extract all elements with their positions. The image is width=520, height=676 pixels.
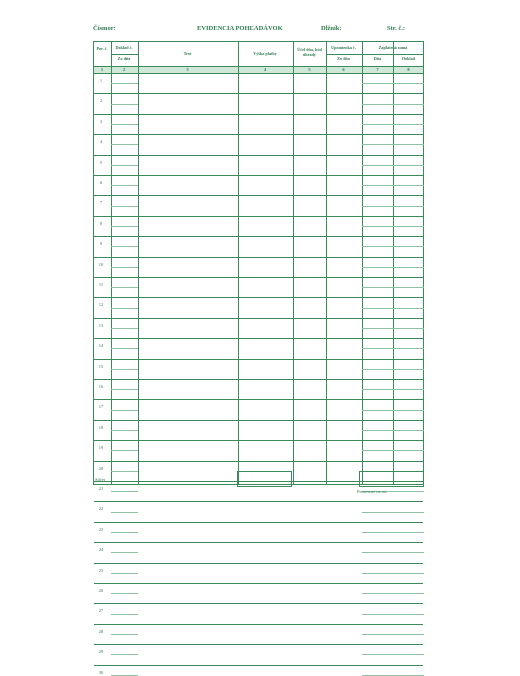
row-number: 22 bbox=[98, 506, 104, 512]
row-split-rule bbox=[393, 614, 424, 615]
row-split-rule bbox=[362, 287, 393, 288]
row-number: 15 bbox=[98, 363, 104, 369]
row-split-rule bbox=[393, 206, 424, 207]
row-rule bbox=[94, 114, 423, 115]
row-split-rule bbox=[362, 573, 393, 574]
row-number: 23 bbox=[98, 526, 104, 532]
row-split-rule bbox=[362, 389, 393, 390]
row-split-rule bbox=[362, 185, 393, 186]
row-split-rule bbox=[393, 512, 424, 513]
row-split-rule bbox=[393, 287, 424, 288]
evidence-sheet bbox=[91, 25, 427, 675]
row-split-rule bbox=[393, 226, 424, 227]
header-debtor: Dlžník: bbox=[321, 25, 342, 32]
row-number: 2 bbox=[99, 98, 103, 104]
row-split-rule bbox=[393, 83, 424, 84]
row-split-rule bbox=[111, 512, 138, 513]
row-split-rule bbox=[393, 165, 424, 166]
row-number: 27 bbox=[98, 608, 104, 614]
row-split-rule bbox=[111, 206, 138, 207]
row-split-rule bbox=[111, 430, 138, 431]
header-page-number: Str. č.: bbox=[387, 25, 405, 32]
col-header-doklad-sub: Zo dňa bbox=[117, 56, 131, 61]
header-rule bbox=[94, 73, 423, 74]
row-split-rule bbox=[393, 450, 424, 451]
row-split-rule bbox=[111, 328, 138, 329]
row-split-rule bbox=[111, 369, 138, 370]
row-rule bbox=[94, 379, 423, 380]
row-number: 1 bbox=[99, 78, 103, 83]
row-split-rule bbox=[111, 410, 138, 411]
col-header-zaplatena-dna: Dňa bbox=[373, 56, 382, 61]
row-rule bbox=[94, 603, 423, 604]
row-split-rule bbox=[362, 308, 393, 309]
row-rule bbox=[94, 583, 423, 584]
row-split-rule bbox=[362, 430, 393, 431]
row-split-rule bbox=[362, 593, 393, 594]
row-number: 17 bbox=[98, 404, 104, 410]
row-split-rule bbox=[393, 532, 424, 533]
row-split-rule bbox=[393, 410, 424, 411]
row-rule bbox=[94, 236, 423, 237]
row-rule bbox=[94, 501, 423, 502]
row-number: 5 bbox=[99, 159, 103, 165]
row-rule bbox=[94, 420, 423, 421]
row-rule bbox=[94, 440, 423, 441]
col-header-zaplatena: Zaplatená suma bbox=[378, 45, 408, 50]
row-split-rule bbox=[111, 348, 138, 349]
column-number: 5 bbox=[308, 67, 311, 72]
row-split-rule bbox=[111, 532, 138, 533]
row-split-rule bbox=[393, 634, 424, 635]
row-rule bbox=[94, 338, 423, 339]
row-number: 7 bbox=[99, 200, 103, 206]
row-split-rule bbox=[111, 573, 138, 574]
row-rule bbox=[94, 195, 423, 196]
row-number: 18 bbox=[98, 424, 104, 430]
row-rule bbox=[94, 644, 423, 645]
column-number: 4 bbox=[263, 67, 267, 72]
row-split-rule bbox=[362, 267, 393, 268]
row-split-rule bbox=[393, 328, 424, 329]
row-rule bbox=[94, 134, 423, 135]
row-split-rule bbox=[111, 246, 138, 247]
col-header-zaplatena-doklad: Doklad bbox=[401, 56, 416, 61]
row-split-rule bbox=[393, 144, 424, 145]
row-split-rule bbox=[362, 634, 393, 635]
col-header-text: Text bbox=[183, 51, 192, 56]
row-number: 19 bbox=[98, 445, 104, 451]
row-split-rule bbox=[393, 654, 424, 655]
row-split-rule bbox=[393, 267, 424, 268]
row-split-rule bbox=[362, 348, 393, 349]
row-split-rule bbox=[111, 654, 138, 655]
carry-box bbox=[359, 471, 424, 487]
row-split-rule bbox=[111, 185, 138, 186]
row-split-rule bbox=[393, 369, 424, 370]
row-number: 4 bbox=[99, 139, 103, 145]
row-rule bbox=[94, 624, 423, 625]
row-split-rule bbox=[111, 308, 138, 309]
row-split-rule bbox=[362, 124, 393, 125]
row-split-rule bbox=[362, 410, 393, 411]
row-split-rule bbox=[362, 552, 393, 553]
header-subrule bbox=[326, 54, 362, 55]
row-number: 3 bbox=[99, 118, 103, 124]
row-rule bbox=[94, 216, 423, 217]
row-rule bbox=[94, 665, 423, 666]
row-split-rule bbox=[111, 83, 138, 84]
row-split-rule bbox=[393, 491, 424, 492]
col-header-doklad: Doklad č. bbox=[115, 45, 133, 50]
row-number: 20 bbox=[98, 465, 104, 471]
row-split-rule bbox=[393, 573, 424, 574]
row-split-rule bbox=[393, 185, 424, 186]
row-rule bbox=[94, 93, 423, 94]
row-rule bbox=[94, 522, 423, 523]
row-number: 21 bbox=[98, 486, 104, 491]
row-split-rule bbox=[362, 654, 393, 655]
row-number: 13 bbox=[98, 322, 104, 328]
row-split-rule bbox=[393, 124, 424, 125]
row-split-rule bbox=[362, 83, 393, 84]
row-rule bbox=[94, 297, 423, 298]
row-split-rule bbox=[362, 226, 393, 227]
row-split-rule bbox=[111, 634, 138, 635]
row-rule bbox=[94, 461, 423, 462]
row-rule bbox=[94, 399, 423, 400]
column-number: 3 bbox=[186, 67, 189, 72]
row-rule bbox=[94, 257, 423, 258]
row-split-rule bbox=[393, 348, 424, 349]
row-split-rule bbox=[111, 267, 138, 268]
col-header-vyska: Výška platby bbox=[253, 51, 277, 56]
row-split-rule bbox=[111, 124, 138, 125]
row-split-rule bbox=[111, 389, 138, 390]
row-split-rule bbox=[362, 532, 393, 533]
row-split-rule bbox=[393, 389, 424, 390]
column-number: 8 bbox=[407, 67, 410, 72]
row-split-rule bbox=[362, 104, 393, 105]
row-split-rule bbox=[362, 206, 393, 207]
row-split-rule bbox=[111, 491, 138, 492]
row-rule bbox=[94, 563, 423, 564]
row-split-rule bbox=[393, 430, 424, 431]
row-split-rule bbox=[362, 450, 393, 451]
column-number: 6 bbox=[342, 67, 345, 72]
col-header-ucel: Účel dňa, kód úhrady bbox=[297, 47, 322, 57]
page-title: EVIDENCIA POHĽADÁVOK bbox=[197, 25, 283, 32]
row-number: 6 bbox=[99, 180, 103, 185]
column-rule bbox=[393, 42, 394, 484]
row-number: 28 bbox=[98, 628, 104, 634]
row-split-rule bbox=[393, 246, 424, 247]
row-split-rule bbox=[111, 165, 138, 166]
row-split-rule bbox=[362, 369, 393, 370]
row-split-rule bbox=[362, 614, 393, 615]
col-header-upomienka-sub: Zo dňa bbox=[337, 56, 350, 61]
header-left: Čísmor: bbox=[93, 25, 116, 32]
row-number: 26 bbox=[98, 588, 104, 593]
row-number: 16 bbox=[98, 384, 104, 389]
row-split-rule bbox=[111, 614, 138, 615]
row-number: 8 bbox=[99, 220, 103, 226]
row-rule bbox=[94, 318, 423, 319]
row-rule bbox=[94, 277, 423, 278]
row-number: 11 bbox=[98, 282, 104, 287]
row-split-rule bbox=[393, 593, 424, 594]
row-split-rule bbox=[111, 471, 138, 472]
row-number: 14 bbox=[98, 343, 104, 349]
row-number: 10 bbox=[98, 261, 104, 267]
row-number: 25 bbox=[98, 567, 104, 573]
sum-box bbox=[237, 471, 292, 487]
row-split-rule bbox=[362, 512, 393, 513]
row-split-rule bbox=[393, 104, 424, 105]
col-header-por: Por. č. bbox=[96, 46, 108, 51]
row-split-rule bbox=[393, 552, 424, 553]
row-number: 29 bbox=[98, 649, 104, 655]
footer-carried-label: Prenesené na str. bbox=[357, 489, 388, 494]
column-rule bbox=[326, 42, 327, 484]
col-header-upomienka: Upomienka č. bbox=[331, 45, 356, 50]
row-number: 12 bbox=[98, 302, 104, 308]
row-split-rule bbox=[111, 144, 138, 145]
column-rule bbox=[111, 42, 112, 484]
row-split-rule bbox=[362, 246, 393, 247]
row-rule bbox=[94, 175, 423, 176]
row-rule bbox=[94, 359, 423, 360]
header-subrule bbox=[111, 54, 138, 55]
row-number: 24 bbox=[98, 547, 104, 553]
column-rule bbox=[138, 42, 139, 484]
row-split-rule bbox=[111, 226, 138, 227]
row-number: 30 bbox=[98, 669, 104, 675]
footer-sum-label: Súčet bbox=[95, 477, 105, 482]
row-split-rule bbox=[111, 450, 138, 451]
row-rule bbox=[94, 542, 423, 543]
row-split-rule bbox=[362, 165, 393, 166]
row-rule bbox=[94, 155, 423, 156]
header-rule bbox=[94, 66, 423, 67]
column-number: 7 bbox=[376, 67, 379, 72]
row-split-rule bbox=[111, 593, 138, 594]
row-split-rule bbox=[111, 104, 138, 105]
row-split-rule bbox=[111, 287, 138, 288]
header-subrule bbox=[362, 54, 424, 55]
row-split-rule bbox=[362, 144, 393, 145]
row-split-rule bbox=[111, 552, 138, 553]
column-rule bbox=[293, 42, 294, 484]
column-rule bbox=[238, 42, 239, 484]
row-split-rule bbox=[393, 308, 424, 309]
row-split-rule bbox=[362, 328, 393, 329]
column-number: 2 bbox=[122, 67, 126, 72]
column-number: 1 bbox=[100, 67, 104, 72]
row-number: 9 bbox=[99, 241, 103, 247]
column-rule bbox=[362, 42, 363, 484]
